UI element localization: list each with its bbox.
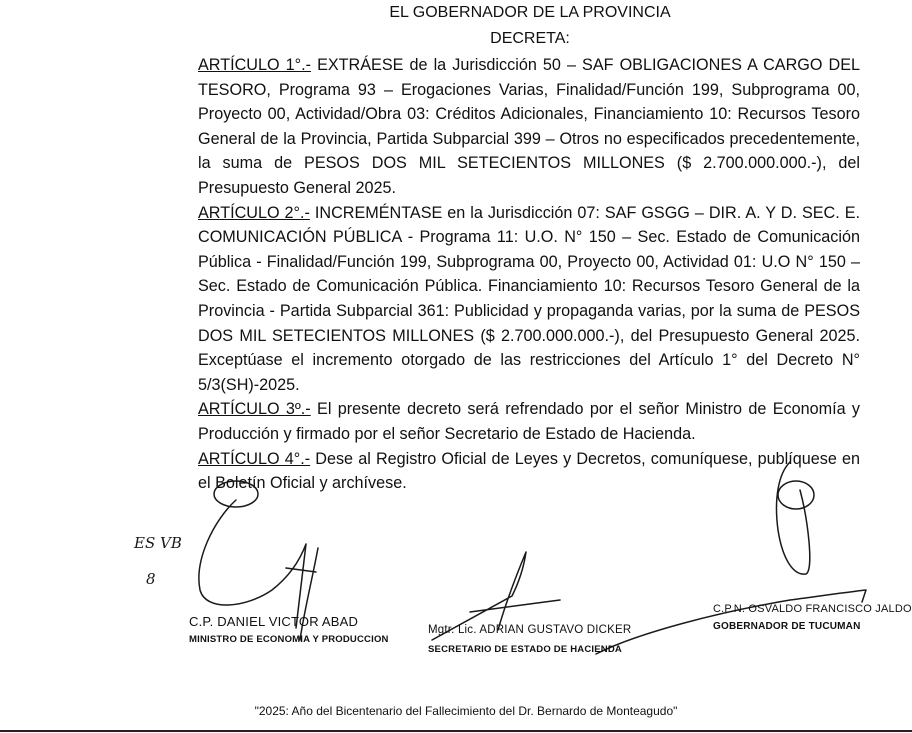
governor-heading: EL GOBERNADOR DE LA PROVINCIA	[389, 4, 671, 21]
signature-role-secretary: SECRETARIO DE ESTADO DE HACIENDA	[428, 644, 622, 655]
article-4-label: ARTÍCULO 4°.-	[198, 449, 311, 468]
article-3-text: El presente decreto será refrendado por el señor Ministro de Economía y Producción y firmado por el señor Secretario de Estado de Hacienda.	[198, 400, 861, 443]
article-1-text: EXTRÁESE de la Jurisdicción 50 – SAF OBLIGACIONES A CARGO DEL TESORO, Programa 93 – Erogaciones Varias, Finalidad/Función 199, Subprograma 00, Proyecto 00, Actividad/Obra 03: Créditos Adicionales, Financiamiento 10: Recursos Tesoro General de la Provincia, Partida Subparcial 399 – Otros no especificados precedentemente, la suma de PESOS DOS MIL SETECIENTOS MILLONES ($ 2.700.000.000.-), del Presupuesto General 2025.	[198, 56, 860, 197]
signature-name-minister: C.P. DANIEL VICTOR ABAD	[189, 614, 359, 629]
article-2-text: INCREMÉNTASE en la Jurisdicción 07: SAF GSGG – DIR. A. Y D. SEC. E. COMUNICACIÓN PÚBLICA - Programa 11: U.O. N° 150 – Sec. Estado de Comunicación Pública - Finalidad/Función 199, Subprograma 00, Proyecto 00, Actividad 01: U.O N° 150 – Sec. Estado de Comunicación Pública. Financiamiento 10: Recursos Tesoro General de la Provincia - Partida Subparcial 361: Publicidad y propaganda varias, por la suma de PESOS DOS MIL SETECIENTOS MILLONES ($ 2.700.000.000.-), del Presupuesto General 2025. Exceptúase el incremento otorgado de las restricciones del Artículo 1° del Decreto N° 5/3(SH)-2025.	[198, 203, 861, 394]
signature-role-minister: MINISTRO DE ECONOMIA Y PRODUCCION	[189, 634, 389, 645]
signature-role-governor: GOBERNADOR DE TUCUMAN	[713, 621, 861, 632]
bottom-divider	[0, 730, 912, 732]
handwritten-initials: ES VB	[134, 534, 182, 552]
circle-mark-publiquese	[778, 481, 814, 509]
article-4-text: Dese al Registro Oficial de Leyes y Decretos, comuníquese, publíquese en el Boletín Oficial y archívese.	[198, 449, 861, 493]
footer-motto: "2025: Año del Bicentenario del Fallecimiento del Dr. Bernardo de Monteagudo"	[254, 704, 678, 718]
article-2-label: ARTÍCULO 2°.-	[198, 203, 310, 222]
signature-name-governor: C.P.N. OSVALDO FRANCISCO JALDO	[713, 603, 912, 615]
article-1-label: ARTÍCULO 1°.-	[198, 56, 311, 74]
article-3-label: ARTÍCULO 3º.-	[198, 400, 311, 419]
circle-mark-article-4	[214, 481, 258, 507]
signature-name-secretary: Mgtr. Lic. ADRIAN GUSTAVO DICKER	[428, 624, 632, 636]
handwritten-mark: 8	[146, 570, 156, 588]
decree-heading: DECRETA:	[490, 30, 570, 47]
